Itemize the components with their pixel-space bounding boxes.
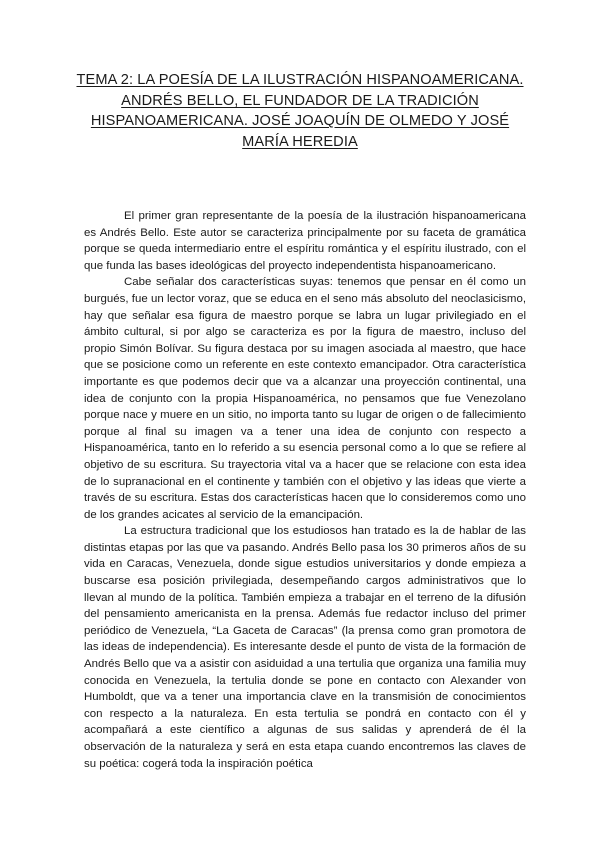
document-body bbox=[84, 208, 526, 772]
paragraph: Cabe señalar dos características suyas: tenemos que pensar en él como un burgués, fue un lector voraz, que se educa en el seno más absoluto del neoclasicismo, hay que señalar esa figura de maestro porque se labra un lugar privilegiado en el ámbito cultural, si por algo se caracteriza es por la figura de maestro, incluso del propio Simón Bolívar. Su figura destaca por su imagen asociada al maestro, que hace que se posicione como un referente en este contexto emancipador. Otra característica importante es que podemos decir que va a alcanzar una proyección continental, una idea de conjunto con la propia Hispanoamérica, no pensamos que fue Venezolano porque nace y muere en un sitio, no importa tanto su lugar de origen o de fallecimiento porque al final su imagen va a tener una idea de conjunto con respecto a Hispanoamérica, tanto en lo referido a su esencia personal como a lo que se refiere al objetivo de su escritura. Su trayectoria vital va a hacer que se relacione con esta idea de lo supranacional en el continente y también con el objetivo y las ideas que vierte a través de su escritura. Estas dos características hacen que lo consideremos como uno de los grandes acicates al servicio de la emancipación. bbox=[84, 276, 526, 521]
paragraph: La estructura tradicional que los estudiosos han tratado es la de hablar de las distintas etapas por las que va pasando. Andrés Bello pasa los 30 primeros años de su vida en Caracas, Venezuela, donde sigue estudios universitarios y donde empieza a buscarse esa posición privilegiada, desempeñando cargos administrativos que lo llevan al mundo de la política. También empieza a trabajar en el terreno de la difusión del pensamiento americanista en la prensa. Además fue redactor incluso del primer periódico de Venezuela, “La Gaceta de Caracas” (la prensa como gran promotora de las ideas de independencia). Es interesante desde el punto de vista de la formación de Andrés Bello que va a asistir con asiduidad a una tertulia que organiza una familia muy conocida en Venezuela, la tertulia donde se pone en contacto con Alexander von Humboldt, que va a tener una importancia clave en la transmisión de conocimientos con respecto a la naturaleza. En esta tertulia se pondrá en contacto con él y acompañará a este científico a algunas de sus salidas y aprenderá de él la observación de la naturaleza y será en esta etapa cuando encontremos las claves de su poética: cogerá toda la inspiración poética bbox=[84, 525, 526, 770]
paragraph: El primer gran representante de la poesía de la ilustración hispanoamericana es Andrés Bello. Este autor se caracteriza principalmente por su faceta de gramática porque se queda intermediario entre el espíritu romántica y el espíritu ilustrado, con el que funda las bases ideológicas del proyecto independentista hispanoamericano. bbox=[84, 210, 526, 272]
document-title: TEMA 2: LA POESÍA DE LA ILUSTRACIÓN HISPANOAMERICANA. ANDRÉS BELLO, EL FUNDADOR DE LA TRADICIÓN HISPANOAMERICANA. JOSÉ JOAQUÍN DE OLMEDO Y JOSÉ MARÍA HEREDIA bbox=[76, 72, 524, 150]
